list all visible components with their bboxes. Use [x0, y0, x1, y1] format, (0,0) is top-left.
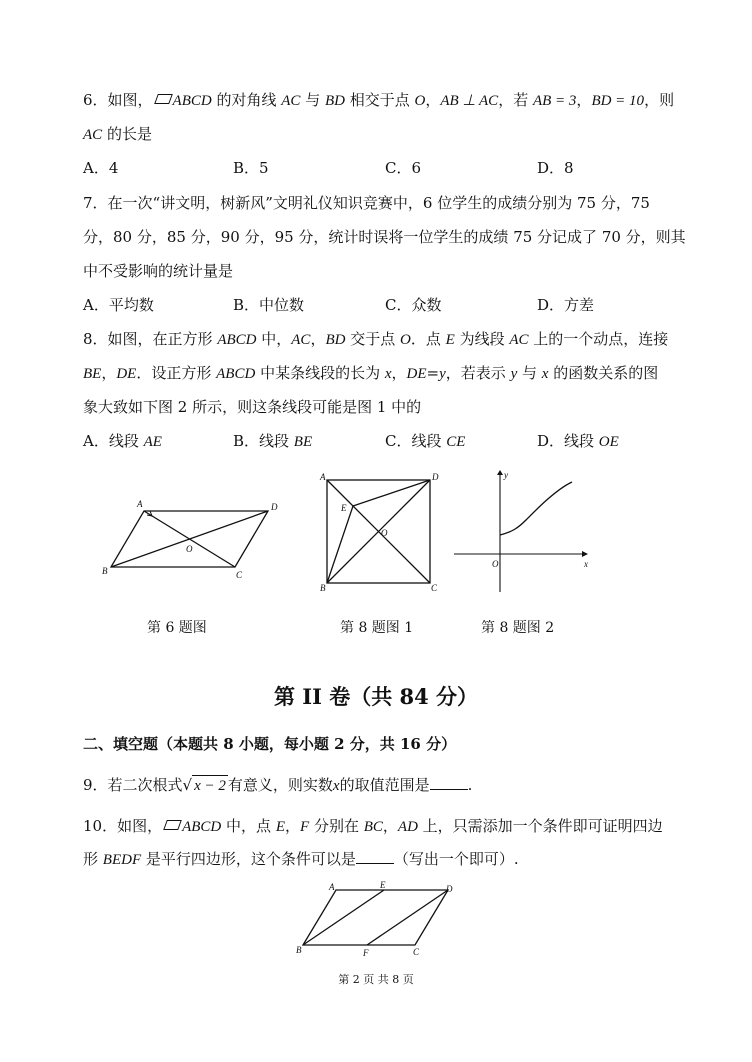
- figure-8-square: [315, 470, 445, 595]
- q6-option-a[interactable]: A．4: [83, 159, 119, 177]
- figure-10-parallelogram: [288, 878, 463, 963]
- page-footer: 第 2 页 共 8 页: [338, 973, 414, 986]
- fig8-label-d: D: [432, 472, 439, 482]
- q6-option-b[interactable]: B．5: [233, 159, 269, 177]
- q8-option-d[interactable]: D．线段 OE: [537, 432, 619, 450]
- figure-6-parallelogram: [95, 495, 290, 585]
- q8-line3: 象大致如下图 2 所示，则这条线段可能是图 1 中的: [83, 398, 422, 416]
- q6-option-d[interactable]: D．8: [537, 159, 574, 177]
- q10-line1: 10．如图， ABCD 中，点 E，F 分别在 BC，AD 上，只需添加一个条件即可证明四边: [83, 817, 663, 835]
- fig10-label-b: B: [296, 945, 302, 955]
- fig8-label-b: B: [320, 583, 326, 593]
- fig8-segment-de: [353, 480, 430, 506]
- fig6-label-b: B: [102, 566, 108, 576]
- q7-line1: 7．在一次“讲文明，树新风”文明礼仪知识竞赛中，6 位学生的成绩分别为 75 分，75: [83, 194, 650, 212]
- graph-curve: [500, 482, 572, 535]
- q10-answer-blank[interactable]: [356, 849, 394, 864]
- section-title: 第 II 卷（共 84 分）: [273, 684, 479, 709]
- sqrt-radicand: x − 2: [192, 775, 228, 796]
- fig10-label-a: A: [329, 882, 335, 892]
- fig10-label-c: C: [413, 947, 420, 957]
- caption-figure-6: 第 6 题图: [147, 620, 207, 636]
- fig8-label-e: E: [341, 503, 347, 513]
- caption-figure-8-2: 第 8 题图 2: [481, 620, 555, 636]
- section-heading: 二、填空题（本题共 8 小题，每小题 2 分，共 16 分）: [83, 735, 457, 753]
- q8-line1: 8．如图，在正方形 ABCD 中，AC，BD 交于点 O．点 E 为线段 AC 上的一个动点，连接: [83, 330, 669, 348]
- fig6-label-d: D: [271, 502, 278, 512]
- q7-option-b[interactable]: B．中位数: [233, 296, 305, 314]
- fig10-segment-fd: [367, 890, 448, 945]
- graph-label-x: x: [584, 559, 588, 569]
- fig10-label-d: D: [446, 884, 453, 894]
- figure-8-graph: [450, 470, 595, 595]
- fig6-label-o: O: [186, 544, 193, 554]
- graph-label-y: y: [504, 470, 508, 480]
- q10-line2: 形 BEDF 是平行四边形，这个条件可以是 （写出一个即可）.: [83, 850, 519, 868]
- q9-line: 9．若二次根式√ x − 2 有意义，则实数x的取值范围是 .: [83, 776, 473, 794]
- q7-option-d[interactable]: D．方差: [537, 296, 595, 314]
- graph-y-arrow: [497, 470, 503, 475]
- fig10-label-e: E: [380, 880, 386, 890]
- q8-option-c[interactable]: C．线段 CE: [385, 432, 466, 450]
- fig8-label-o: O: [381, 528, 388, 538]
- q6-option-c[interactable]: C．6: [385, 159, 422, 177]
- graph-x-arrow: [582, 551, 588, 557]
- q6-line1: 6．如图， ABCD 的对角线 AC 与 BD 相交于点 O，AB ⊥ AC，若 AB = 3，BD = 10，则: [83, 91, 675, 109]
- fig6-label-c: C: [236, 570, 243, 580]
- q9-answer-blank[interactable]: [430, 775, 468, 790]
- q7-line2: 分，80 分，85 分，90 分，95 分，统计时误将一位学生的成绩 75 分记成了 70 分，则其: [83, 228, 686, 246]
- fig8-label-c: C: [431, 583, 438, 593]
- q8-line2: BE，DE．设正方形 ABCD 中某条线段的长为 x，DE=y，若表示 y 与 x 的函数关系的图: [83, 364, 659, 382]
- q8-option-b[interactable]: B．线段 BE: [233, 432, 313, 450]
- q7-option-c[interactable]: C．众数: [385, 296, 442, 314]
- sqrt-sign: √: [182, 776, 193, 794]
- fig10-segment-be: [303, 890, 384, 945]
- caption-figure-8-1: 第 8 题图 1: [340, 620, 414, 636]
- q7-option-a[interactable]: A．平均数: [83, 296, 154, 314]
- parallelogram-symbol: [163, 820, 182, 830]
- q7-line3: 中不受影响的统计量是: [83, 262, 234, 280]
- q6-line2: AC 的长是: [83, 125, 152, 143]
- graph-label-o: O: [492, 559, 499, 569]
- fig10-label-f: F: [363, 948, 369, 958]
- q8-option-a[interactable]: A．线段 AE: [83, 432, 162, 450]
- fig6-diagonal-bd: [111, 511, 268, 567]
- fig8-label-a: A: [320, 472, 326, 482]
- fig8-segment-be: [327, 506, 353, 583]
- parallelogram-symbol: [154, 94, 173, 104]
- fig10-parallelogram-outline: [303, 890, 448, 945]
- fig6-label-a: A: [137, 499, 143, 509]
